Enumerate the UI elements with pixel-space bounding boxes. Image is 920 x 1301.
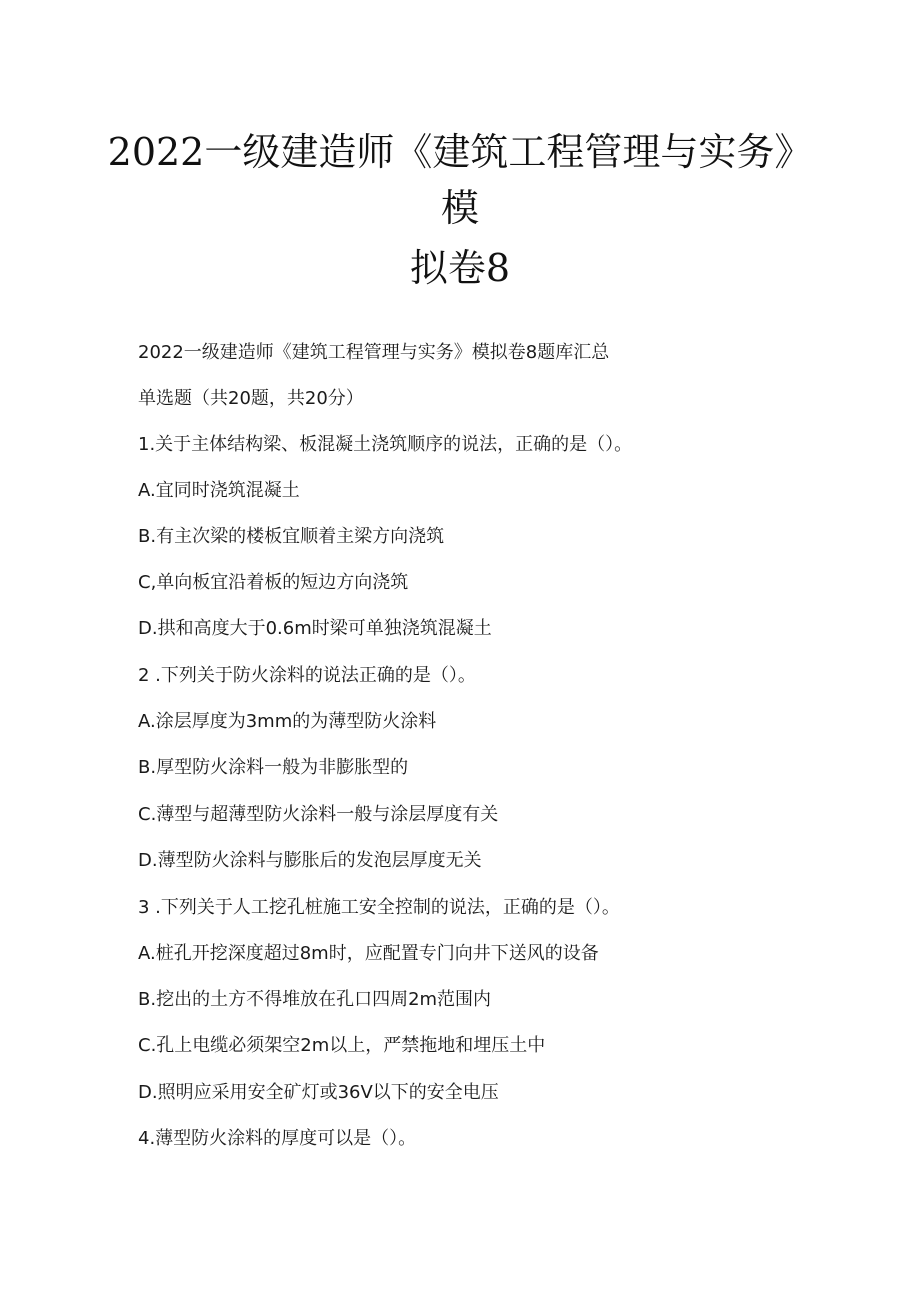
document-title-line-1: 2022一级建造师《建筑工程管理与实务》 <box>107 130 813 174</box>
summary-line: 2022一级建造师《建筑工程管理与实务》模拟卷8题库汇总 <box>138 342 610 363</box>
question-2-stem: 2 .下列关于防火涂料的说法正确的是（）。 <box>138 665 476 686</box>
question-2-option-b: B.厚型防火涂料一般为非膨胀型的 <box>138 757 409 778</box>
question-3-option-a: A.桩孔开挖深度超过8m时，应配置专门向井下送风的设备 <box>138 943 599 964</box>
question-2-option-c: C.薄型与超薄型防火涂料一般与涂层厚度有关 <box>138 804 499 825</box>
question-1-option-c: C,单向板宜沿着板的短边方向浇筑 <box>138 572 409 593</box>
question-4-stem: 4.薄型防火涂料的厚度可以是（）。 <box>138 1128 417 1149</box>
question-2-option-d: D.薄型防火涂料与膨胀后的发泡层厚度无关 <box>138 850 482 871</box>
question-3-stem: 3 .下列关于人工挖孔桩施工安全控制的说法，正确的是（）。 <box>138 897 620 918</box>
document-title-line-3: 拟卷8 <box>409 246 511 290</box>
question-1-option-b: B.有主次梁的楼板宜顺着主梁方向浇筑 <box>138 526 445 547</box>
question-1-option-a: A.宜同时浇筑混凝土 <box>138 480 300 501</box>
question-1-option-d: D.拱和高度大于0.6m时梁可单独浇筑混凝土 <box>138 618 492 639</box>
question-3-option-d: D.照明应采用安全矿灯或36V以下的安全电压 <box>138 1082 499 1103</box>
question-1-stem: 1.关于主体结构梁、板混凝土浇筑顺序的说法，正确的是（）。 <box>138 434 633 455</box>
question-3-option-c: C.孔上电缆必须架空2m以上，严禁拖地和埋压土中 <box>138 1035 546 1056</box>
question-3-option-b: B.挖出的土方不得堆放在孔口四周2m范围内 <box>138 989 492 1010</box>
document-title-line-2: 模 <box>440 186 479 230</box>
section-heading: 单选题（共20题，共20分） <box>138 388 364 409</box>
question-2-option-a: A.涂层厚度为3mm的为薄型防火涂料 <box>138 711 437 732</box>
